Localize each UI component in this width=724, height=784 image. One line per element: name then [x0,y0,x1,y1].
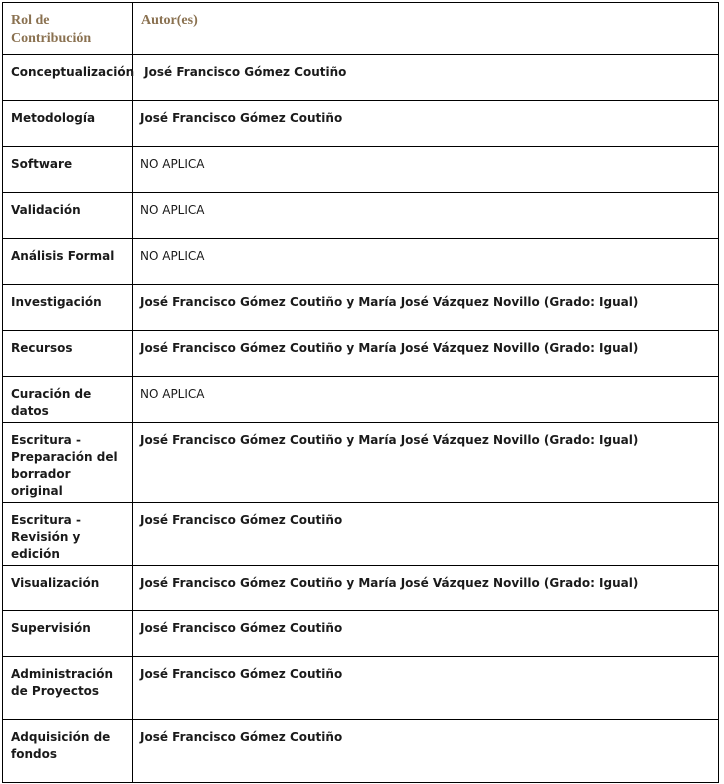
table-row [3,657,719,720]
author-cell [133,331,719,377]
author-cell [133,503,719,566]
role-label: Metodología [11,111,96,125]
table-row [3,285,719,331]
role-cell [3,657,133,720]
author-label: José Francisco Gómez Coutiño y María José Vázquez Novillo (Grado: Igual) [140,576,639,590]
author-cell [133,423,719,503]
role-cell [3,55,133,101]
author-cell [133,285,719,331]
role-cell [3,331,133,377]
role-label: Investigación [11,295,102,309]
role-cell [3,720,133,783]
table-row [3,720,719,783]
author-label: José Francisco Gómez Coutiño y María José Vázquez Novillo (Grado: Igual) [140,341,639,355]
role-cell [3,193,133,239]
author-label: NO APLICA [140,249,205,263]
author-cell [133,611,719,657]
author-label: José Francisco Gómez Coutiño y María José Vázquez Novillo (Grado: Igual) [140,433,639,447]
author-cell [133,720,719,783]
role-label: Escritura - Preparación del borrador original [11,433,118,498]
contribution-table [2,2,719,783]
role-cell [3,101,133,147]
role-label: Visualización [11,576,100,590]
author-label: José Francisco Gómez Coutiño y María José Vázquez Novillo (Grado: Igual) [140,295,639,309]
role-label: Conceptualización [11,65,135,79]
table-row [3,423,719,503]
author-label: José Francisco Gómez Coutiño [140,111,343,125]
role-cell [3,285,133,331]
role-label: Supervisión [11,621,91,635]
author-label: José Francisco Gómez Coutiño [140,667,343,681]
author-label: José Francisco Gómez Coutiño [140,65,347,79]
author-cell [133,239,719,285]
author-cell [133,377,719,423]
table-row [3,147,719,193]
table-row [3,503,719,566]
role-cell [3,566,133,611]
author-label: José Francisco Gómez Coutiño [140,513,343,527]
author-cell [133,55,719,101]
role-cell [3,503,133,566]
role-cell [3,377,133,423]
table-row [3,101,719,147]
role-label: Recursos [11,341,73,355]
author-label: NO APLICA [140,387,205,401]
role-cell [3,611,133,657]
author-label: NO APLICA [140,203,205,217]
author-cell [133,101,719,147]
role-label: Análisis Formal [11,249,115,263]
role-label: Software [11,157,73,171]
table-header-row [3,3,719,55]
table-row [3,239,719,285]
table-row [3,193,719,239]
role-label: Adquisición de fondos [11,730,111,761]
table-row [3,377,719,423]
author-cell [133,147,719,193]
author-label: NO APLICA [140,157,205,171]
header-author-label: Autor(es) [141,13,198,28]
role-cell [3,147,133,193]
header-author-cell [133,3,719,55]
table-row [3,566,719,611]
role-cell [3,239,133,285]
header-role-label: Rol de Contribución [11,13,92,46]
author-cell [133,193,719,239]
header-role-cell [3,3,133,55]
author-cell [133,566,719,611]
author-label: José Francisco Gómez Coutiño [140,730,343,744]
author-cell [133,657,719,720]
role-label: Curación de datos [11,387,92,418]
table-row [3,611,719,657]
role-label: Administración de Proyectos [11,667,114,698]
table-row [3,55,719,101]
role-cell [3,423,133,503]
author-label: José Francisco Gómez Coutiño [140,621,343,635]
role-label: Escritura - Revisión y edición [11,513,81,561]
table-row [3,331,719,377]
role-label: Validación [11,203,81,217]
